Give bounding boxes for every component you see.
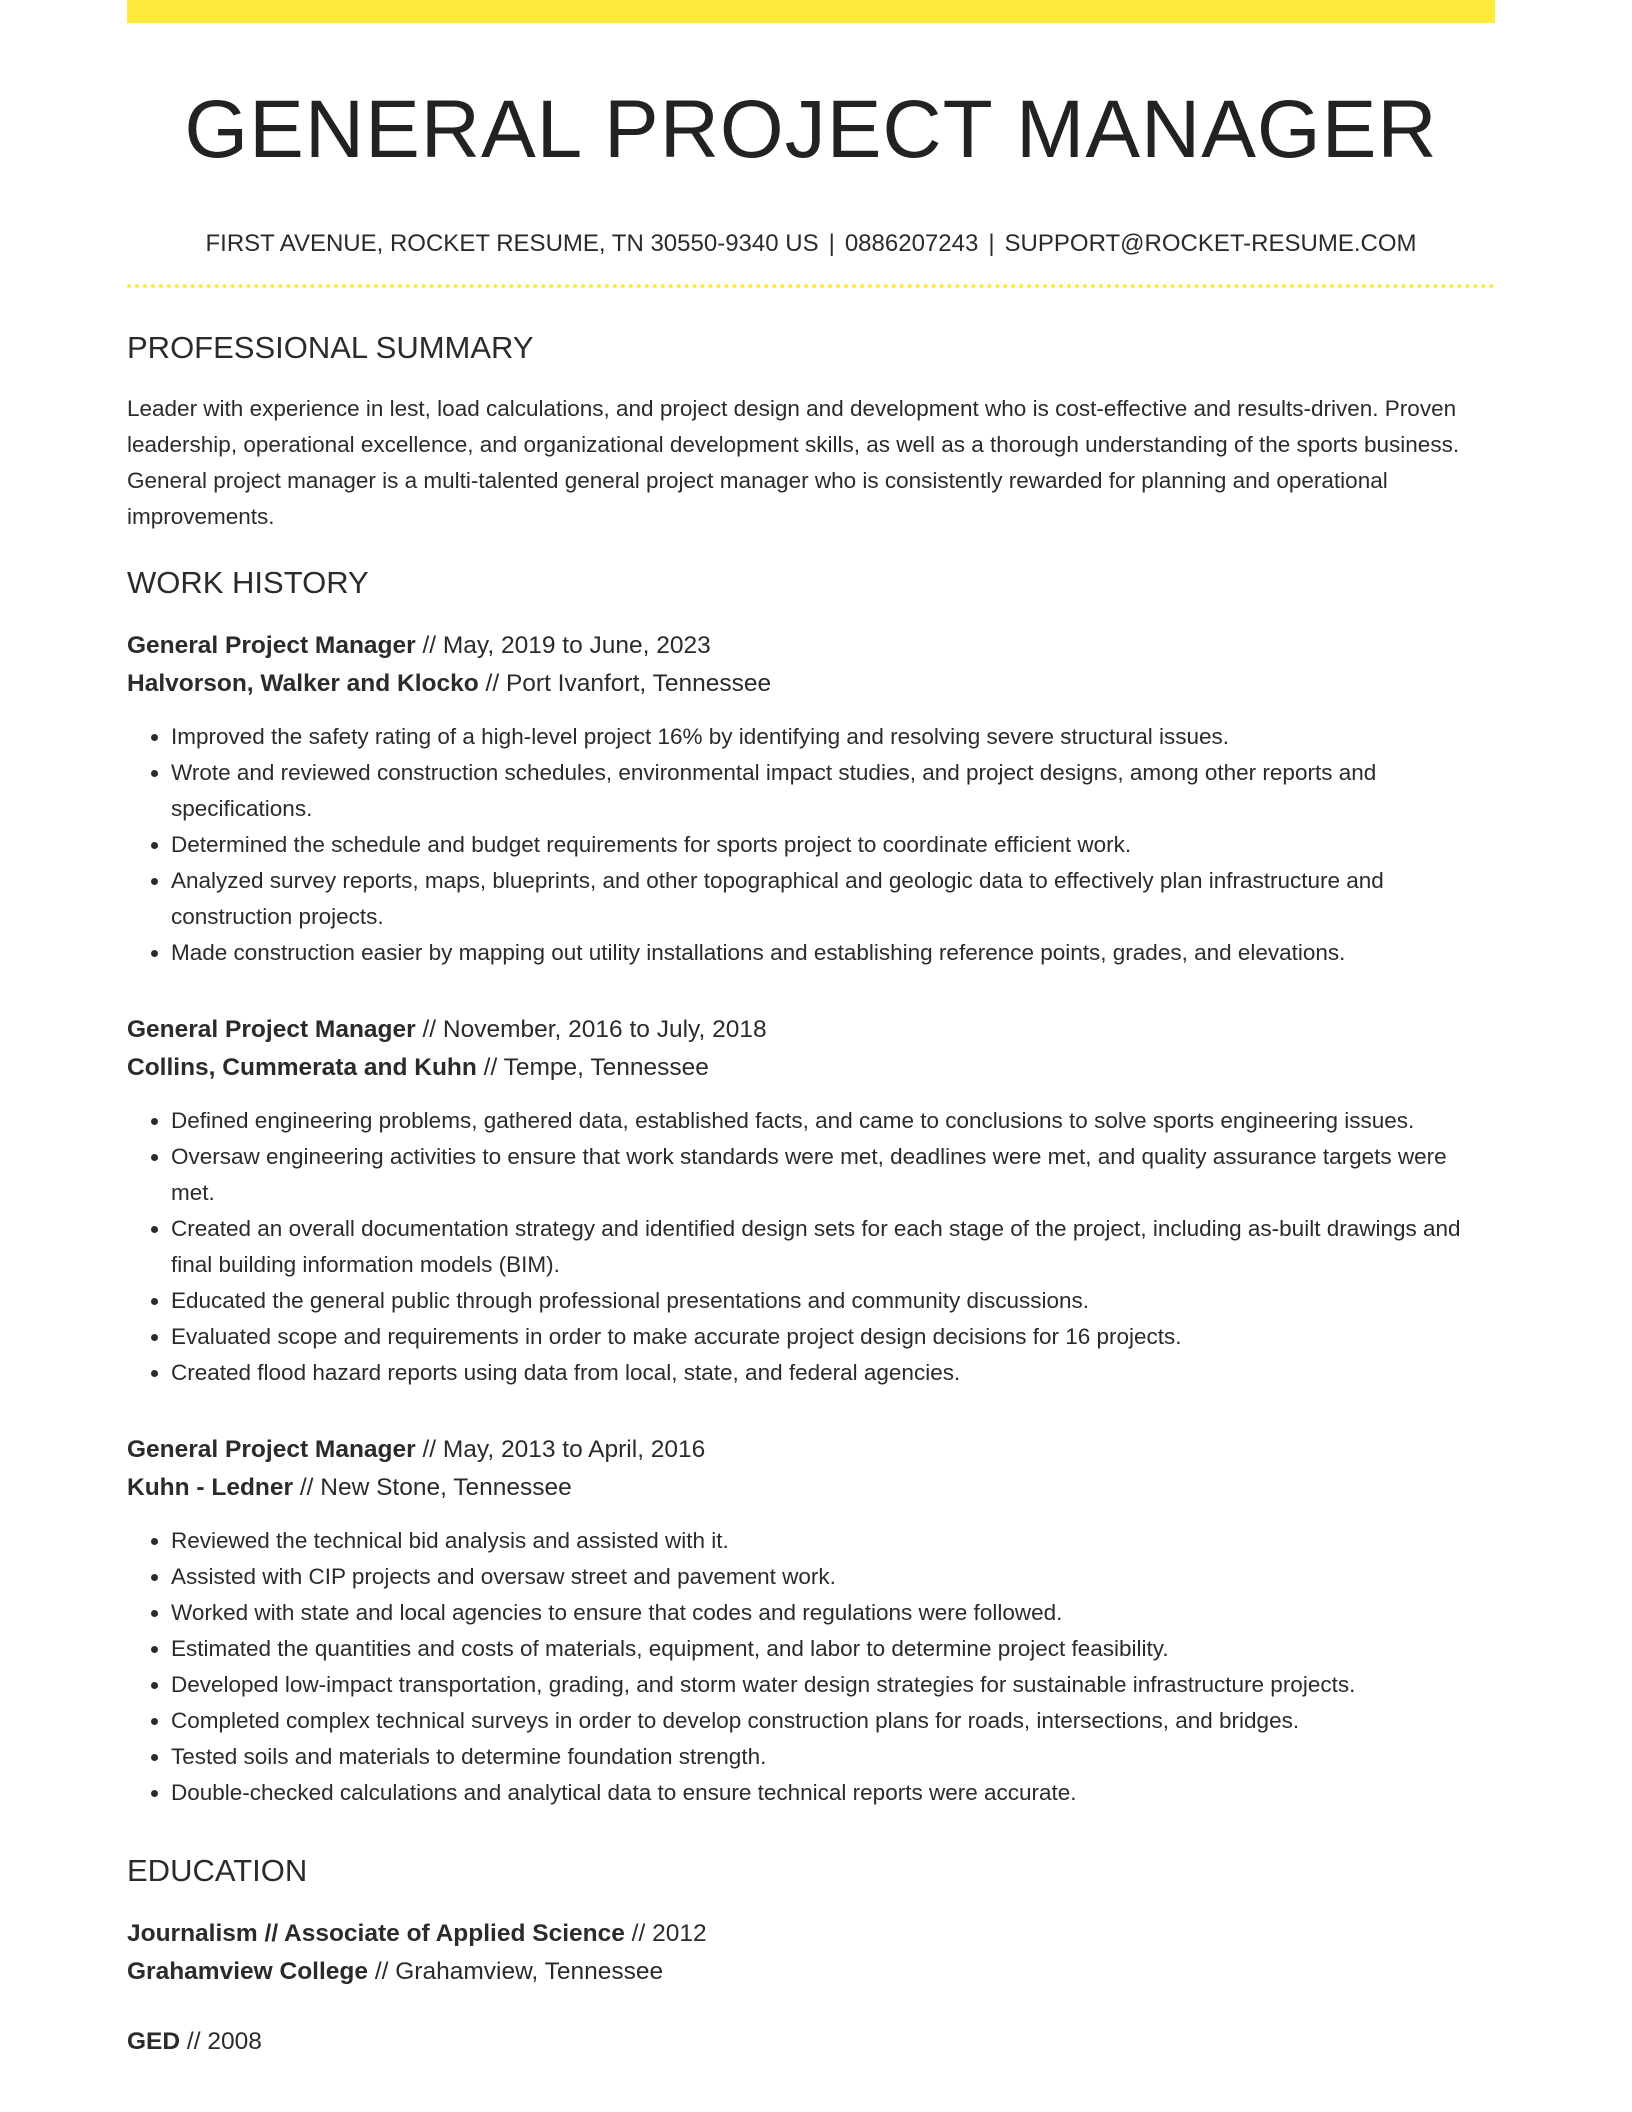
summary-text: Leader with experience in lest, load calculations, and project design and development who is cost-effective and results-driven. Proven leadership, operational excellence, and organizational development skills, as well as a thorough understanding of the sports business. General project manager is a multi-talented general project manager who is consistently rewarded for planning and operational improvements. <box>127 396 1460 529</box>
education-year: // 2008 <box>180 2028 262 2055</box>
job-bullets <box>127 1523 1495 1811</box>
education-location: // Grahamview, Tennessee <box>368 1958 664 1985</box>
job-role-line <box>127 1431 1495 1469</box>
job-dates: // May, 2013 to April, 2016 <box>415 1436 706 1463</box>
dotted-divider <box>127 284 1495 288</box>
job-bullet: • Evaluated scope and requirements in order to make accurate project design decisions for 16 projects. <box>171 1319 1495 1355</box>
job-bullet: • Tested soils and materials to determine foundation strength. <box>171 1739 1495 1775</box>
job-bullet: • Educated the general public through professional presentations and community discussions. <box>171 1283 1495 1319</box>
job-bullet: • Double-checked calculations and analytical data to ensure technical reports were accurate. <box>171 1775 1495 1811</box>
resume-content <box>127 0 1495 2061</box>
job-role: General Project Manager <box>127 1436 416 1463</box>
job-company-line <box>127 1049 1495 1087</box>
job-company: Kuhn - Ledner <box>127 1474 294 1501</box>
job-bullet: • Developed low-impact transportation, grading, and storm water design strategies for sustainable infrastructure projects. <box>171 1667 1495 1703</box>
job-bullet: • Estimated the quantities and costs of materials, equipment, and labor to determine project feasibility. <box>171 1631 1495 1667</box>
job-bullets <box>127 719 1495 971</box>
job-bullet: • Wrote and reviewed construction schedules, environmental impact studies, and project designs, among other reports and specifications. <box>171 755 1495 827</box>
job-bullet: • Completed complex technical surveys in order to develop construction plans for roads, intersections, and bridges. <box>171 1703 1495 1739</box>
job-dates: // May, 2019 to June, 2023 <box>415 632 711 659</box>
summary-heading: PROFESSIONAL SUMMARY <box>127 330 534 365</box>
job-company: Halvorson, Walker and Klocko <box>127 670 479 697</box>
job-bullet: • Determined the schedule and budget requirements for sports project to coordinate efficient work. <box>171 827 1495 863</box>
job-location: // New Stone, Tennessee <box>293 1474 572 1501</box>
education-degree: Journalism // Associate of Applied Science <box>127 1920 625 1947</box>
job-dates: // November, 2016 to July, 2018 <box>415 1016 767 1043</box>
resume-title: GENERAL PROJECT MANAGER <box>184 84 1438 175</box>
contact-address: FIRST AVENUE, ROCKET RESUME, TN 30550-9340 US <box>205 230 819 257</box>
contact-separator: | <box>828 230 835 257</box>
education-degree: GED <box>127 2028 181 2055</box>
education-degree-line <box>127 1915 1495 1953</box>
job-location: // Port Ivanfort, Tennessee <box>478 670 772 697</box>
job-entry <box>127 1011 1495 1391</box>
job-bullet: • Reviewed the technical bid analysis and assisted with it. <box>171 1523 1495 1559</box>
job-bullet: • Created an overall documentation strategy and identified design sets for each stage of the project, including as-built drawings and final building information models (BIM). <box>171 1211 1495 1283</box>
job-bullet: • Analyzed survey reports, maps, blueprints, and other topographical and geologic data to effectively plan infrastructure and construction projects. <box>171 863 1495 935</box>
education-year: // 2012 <box>624 1920 707 1947</box>
contact-email: SUPPORT@ROCKET-RESUME.COM <box>1004 230 1417 257</box>
education-entry <box>127 2023 1495 2061</box>
education-school: Grahamview College <box>127 1958 369 1985</box>
job-bullet: • Made construction easier by mapping out utility installations and establishing reference points, grades, and elevations. <box>171 935 1495 971</box>
education-entry <box>127 1915 1495 1991</box>
contact-line <box>127 229 1495 259</box>
job-role: General Project Manager <box>127 1016 416 1043</box>
job-bullet: • Oversaw engineering activities to ensure that work standards were met, deadlines were met, and quality assurance targets were met. <box>171 1139 1495 1211</box>
job-bullets <box>127 1103 1495 1391</box>
contact-phone: 0886207243 <box>844 230 979 257</box>
contact-separator: | <box>988 230 995 257</box>
job-company-line <box>127 665 1495 703</box>
job-role-line <box>127 1011 1495 1049</box>
job-location: // Tempe, Tennessee <box>476 1054 709 1081</box>
work-history-heading: WORK HISTORY <box>127 565 369 600</box>
education-heading: EDUCATION <box>127 1853 308 1888</box>
job-company-line <box>127 1469 1495 1507</box>
job-bullet: • Improved the safety rating of a high-level project 16% by identifying and resolving severe structural issues. <box>171 719 1495 755</box>
job-company: Collins, Cummerata and Kuhn <box>127 1054 477 1081</box>
job-role-line <box>127 627 1495 665</box>
job-bullet: • Defined engineering problems, gathered data, established facts, and came to conclusions to solve sports engineering issues. <box>171 1103 1495 1139</box>
job-role: General Project Manager <box>127 632 416 659</box>
education-degree-line <box>127 2023 1495 2061</box>
job-entry <box>127 1431 1495 1811</box>
job-bullet: • Created flood hazard reports using data from local, state, and federal agencies. <box>171 1355 1495 1391</box>
job-entry <box>127 627 1495 971</box>
job-bullet: • Assisted with CIP projects and oversaw street and pavement work. <box>171 1559 1495 1595</box>
education-school-line <box>127 1953 1495 1991</box>
job-bullet: • Worked with state and local agencies to ensure that codes and regulations were followed. <box>171 1595 1495 1631</box>
